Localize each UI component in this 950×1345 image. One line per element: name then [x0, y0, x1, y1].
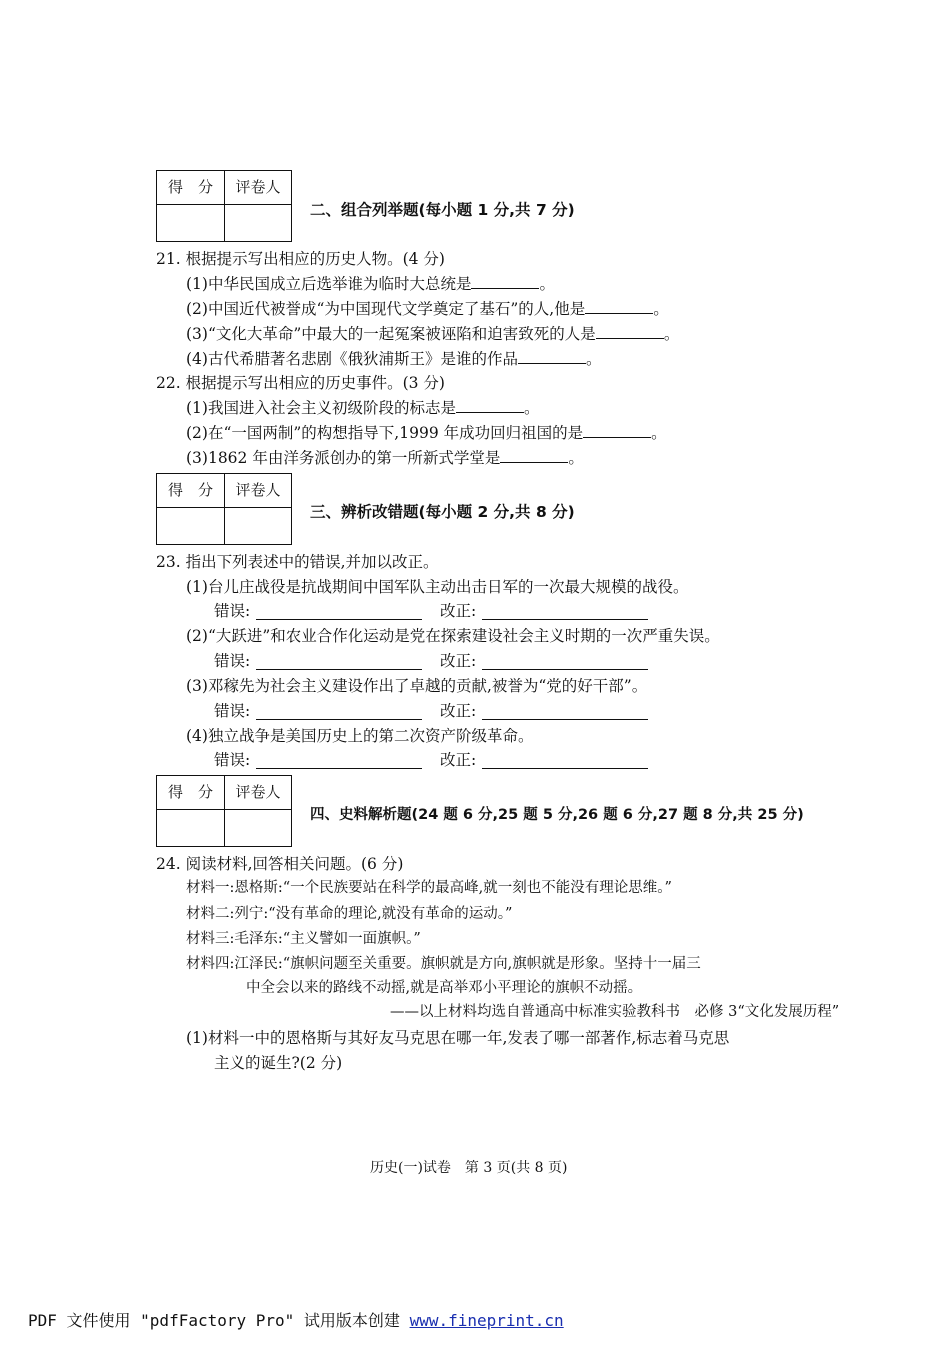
grader-input-cell[interactable]: [225, 810, 291, 846]
material-1: 材料一:恩格斯:“一个民族要站在科学的最高峰,就一刻也不能没有理论思维。”: [186, 880, 672, 896]
material-4: 材料四:江泽民:“旗帜问题至关重要。旗帜就是方向,旗帜就是形象。坚持十一届三: [186, 956, 701, 972]
q22-item-1: (1)我国进入社会主义初级阶段的标志是 。: [186, 399, 540, 417]
pdf-watermark: [28, 1308, 564, 1331]
section3-title: 三、辨析改错题(每小题 2 分,共 8 分): [310, 503, 575, 521]
fix-label: 改正:: [440, 702, 477, 720]
error-answer-line[interactable]: [256, 619, 422, 620]
q21-stem: 21. 根据提示写出相应的历史人物。(4 分): [156, 250, 445, 268]
q22-item-2: (2)在“一国两制”的构想指导下,1999 年成功回归祖国的是 。: [186, 424, 667, 442]
score-input-cell[interactable]: [157, 810, 225, 846]
answer-blank[interactable]: [471, 274, 539, 289]
fix-label: 改正:: [440, 652, 477, 670]
section4-title: 四、史料解析题(24 题 6 分,25 题 5 分,26 题 6 分,27 题 8 分,共 25 分): [310, 807, 804, 823]
answer-blank[interactable]: [456, 398, 524, 413]
error-label: 错误:: [214, 652, 251, 670]
pdf-watermark-text: PDF 文件使用 "pdfFactory Pro" 试用版本创建: [28, 1311, 410, 1330]
q21-item-3: (3)“文化大革命”中最大的一起冤案被诬陷和迫害致死的人是 。: [186, 325, 680, 343]
material-source: ——以上材料均选自普通高中标准实验教科书 必修 3“文化发展历程”: [390, 1004, 840, 1020]
answer-blank[interactable]: [596, 324, 664, 339]
q24-sub1-line2: 主义的诞生?(2 分): [214, 1054, 343, 1072]
q23-item-4: (4)独立战争是美国历史上的第二次资产阶级革命。: [186, 727, 534, 745]
answer-blank[interactable]: [583, 423, 651, 438]
fineprint-link[interactable]: www.fineprint.cn: [409, 1311, 564, 1330]
q21-item-4: (4)古代希腊著名悲剧《俄狄浦斯王》是谁的作品 。: [186, 350, 602, 368]
page-footer: 历史(一)试卷 第 3 页(共 8 页): [370, 1160, 568, 1176]
error-label: 错误:: [214, 702, 251, 720]
score-box-section3: [156, 473, 292, 545]
q21-item-1: (1)中华民国成立后选举谁为临时大总统是 。: [186, 275, 555, 293]
score-box-section4: [156, 775, 292, 847]
material-3: 材料三:毛泽东:“主义譬如一面旗帜。”: [186, 931, 421, 947]
score-box-section2: [156, 170, 292, 242]
q21-item-2: (2)中国近代被誉成“为中国现代文学奠定了基石”的人,他是 。: [186, 300, 669, 318]
material-2: 材料二:列宁:“没有革命的理论,就没有革命的运动。”: [186, 906, 513, 922]
error-answer-line[interactable]: [256, 669, 422, 670]
score-label: 得 分: [157, 776, 225, 810]
grader-input-cell[interactable]: [225, 508, 291, 544]
fix-answer-line[interactable]: [482, 719, 648, 720]
grader-label: 评卷人: [225, 776, 291, 810]
error-label: 错误:: [214, 751, 251, 769]
q23-item-1: (1)台儿庄战役是抗战期间中国军队主动出击日军的一次最大规模的战役。: [186, 578, 689, 596]
q24-stem: 24. 阅读材料,回答相关问题。(6 分): [156, 855, 404, 873]
section2-title: 二、组合列举题(每小题 1 分,共 7 分): [310, 201, 575, 219]
fix-answer-line[interactable]: [482, 619, 648, 620]
fix-answer-line[interactable]: [482, 669, 648, 670]
q23-stem: 23. 指出下列表述中的错误,并加以改正。: [156, 553, 439, 571]
error-answer-line[interactable]: [256, 768, 422, 769]
grader-label: 评卷人: [225, 171, 291, 205]
answer-blank[interactable]: [518, 349, 586, 364]
answer-blank[interactable]: [500, 448, 568, 463]
score-input-cell[interactable]: [157, 508, 225, 544]
score-label: 得 分: [157, 474, 225, 508]
q22-item-3: (3)1862 年由洋务派创办的第一所新式学堂是 。: [186, 449, 584, 467]
q22-stem: 22. 根据提示写出相应的历史事件。(3 分): [156, 374, 445, 392]
score-label: 得 分: [157, 171, 225, 205]
error-label: 错误:: [214, 602, 251, 620]
answer-blank[interactable]: [585, 299, 653, 314]
grader-label: 评卷人: [225, 474, 291, 508]
fix-answer-line[interactable]: [482, 768, 648, 769]
q24-sub1-line1: (1)材料一中的恩格斯与其好友马克思在哪一年,发表了哪一部著作,标志着马克思: [186, 1029, 730, 1047]
error-answer-line[interactable]: [256, 719, 422, 720]
material-4-cont: 中全会以来的路线不动摇,就是高举邓小平理论的旗帜不动摇。: [246, 980, 643, 996]
q23-item-2: (2)“大跃进”和农业合作化运动是党在探索建设社会主义时期的一次严重失误。: [186, 627, 720, 645]
score-input-cell[interactable]: [157, 205, 225, 241]
grader-input-cell[interactable]: [225, 205, 291, 241]
fix-label: 改正:: [440, 602, 477, 620]
q23-item-3: (3)邓稼先为社会主义建设作出了卓越的贡献,被誉为“党的好干部”。: [186, 677, 648, 695]
fix-label: 改正:: [440, 751, 477, 769]
